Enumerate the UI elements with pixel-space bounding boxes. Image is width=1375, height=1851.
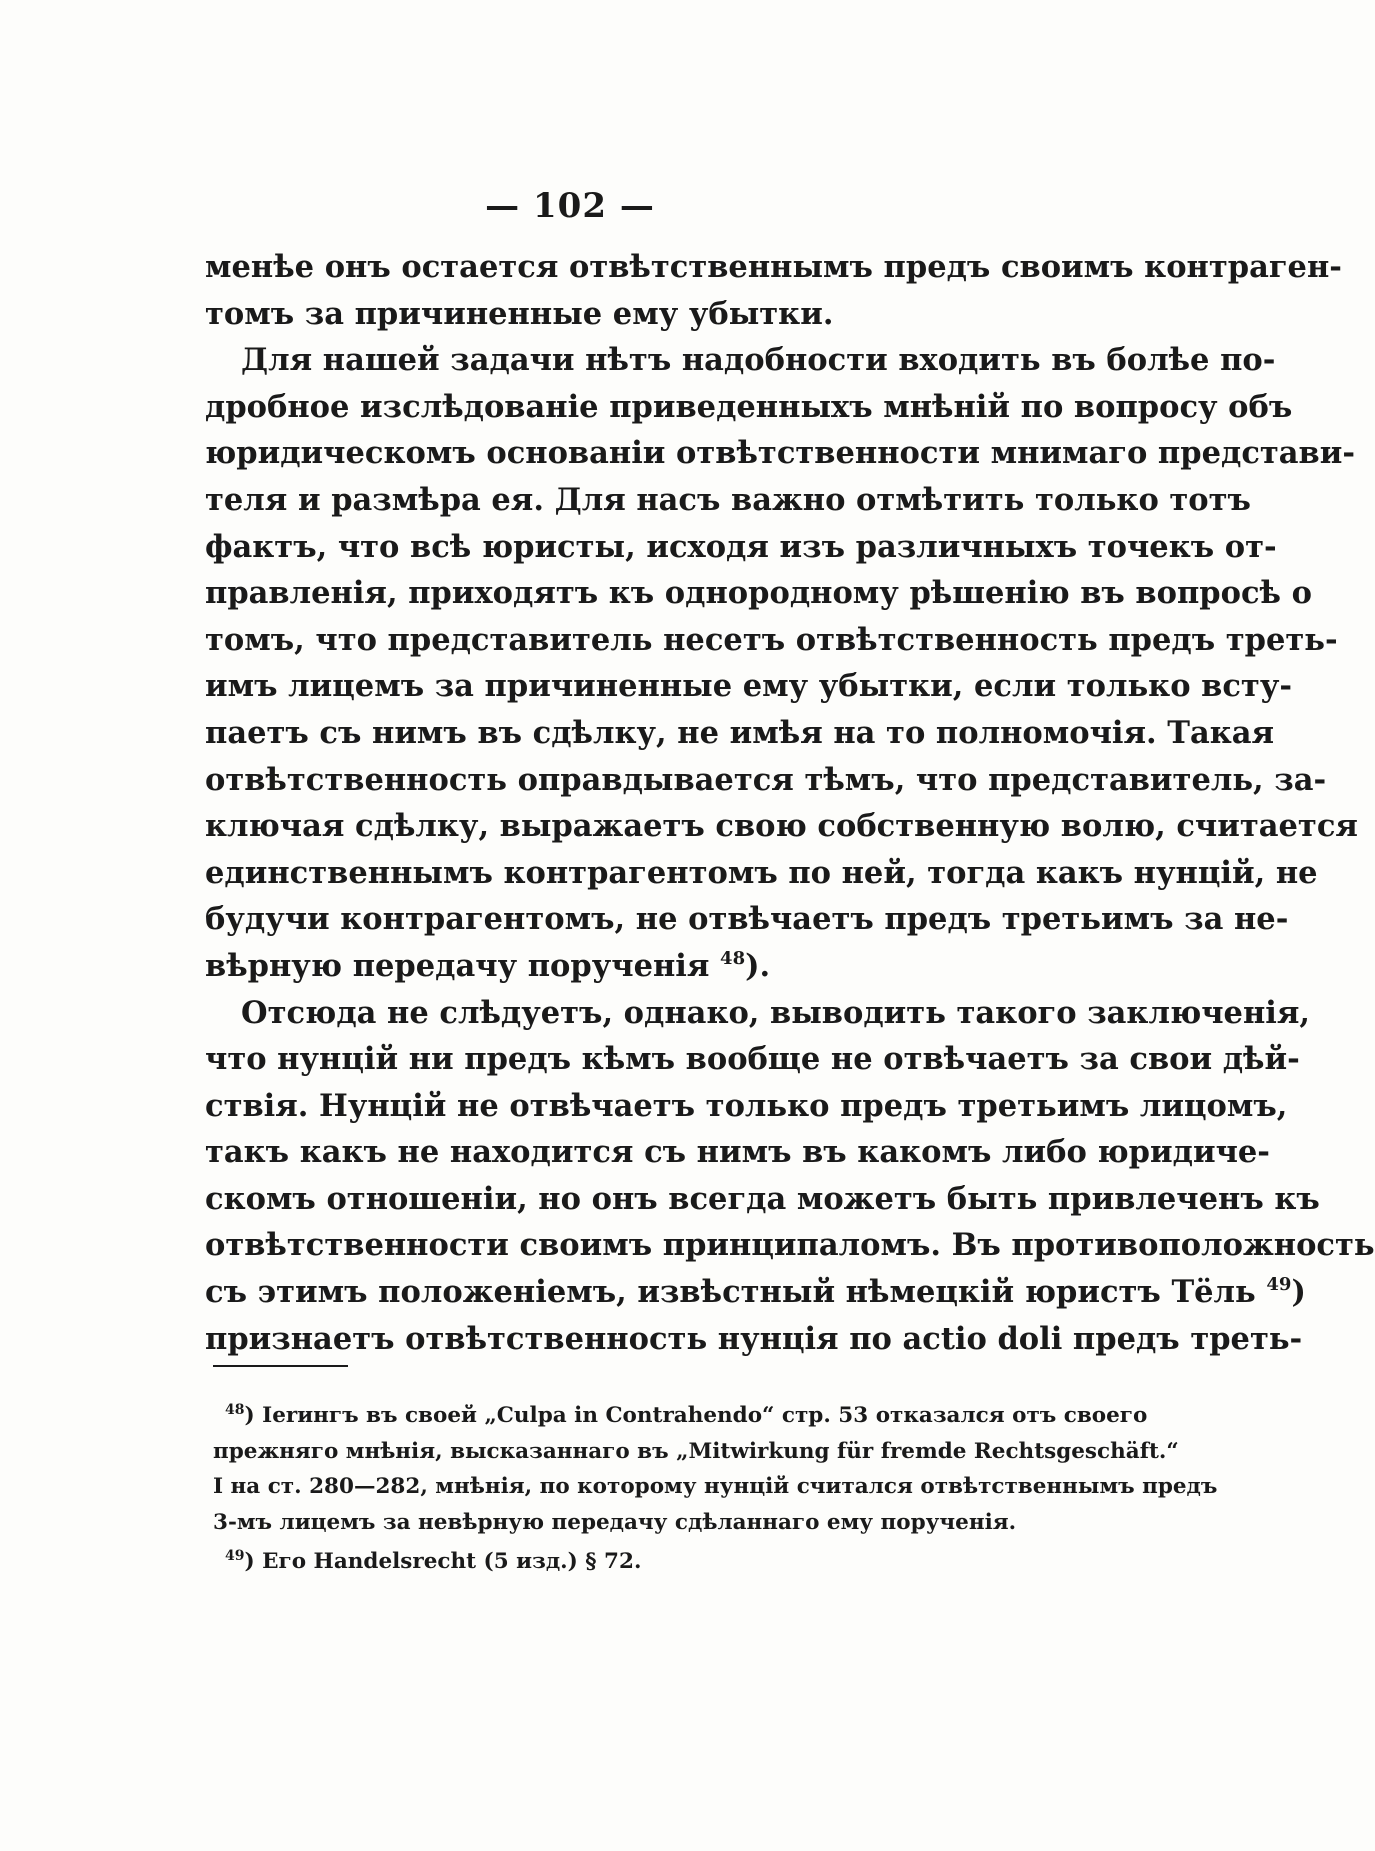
body-text	[205, 244, 1375, 1362]
text-line: фактъ, что всѣ юристы, исходя изъ различныхъ точекъ от-	[205, 528, 1277, 565]
text-line: единственнымъ контрагентомъ по ней, тогда какъ нунцій, не	[205, 854, 1318, 891]
text-line	[205, 1269, 1306, 1316]
text-line: дробное изслѣдованіе приведенныхъ мнѣній по вопросу объ	[205, 388, 1293, 425]
text-line-content: съ этимъ положеніемъ, извѣстный нѣмецкій юристъ Тёль	[205, 1274, 1256, 1311]
text-line: отвѣтственность оправдывается тѣмъ, что представитель, за-	[205, 761, 1327, 798]
footnote-marker: 48	[225, 1402, 245, 1418]
footnote-marker: 49	[225, 1548, 245, 1564]
footnotes	[213, 1398, 1218, 1580]
text-line: менѣе онъ остается отвѣтственнымъ предъ своимъ контраген-	[205, 249, 1342, 285]
text-line: такъ какъ не находится съ нимъ въ какомъ либо юридиче-	[205, 1134, 1270, 1171]
text-line: ствія. Нунцій не отвѣчаетъ только предъ третьимъ лицомъ,	[205, 1087, 1288, 1124]
text-line: скомъ отношеніи, но онъ всегда можетъ быть привлеченъ къ	[205, 1180, 1320, 1217]
footnote-text: ) Его Handelsrecht (5 изд.) § 72.	[244, 1549, 642, 1574]
footnote-text: ) Ierингъ въ своей „Culpa in Contrahendo“ стр. 53 отказался отъ своего	[244, 1403, 1148, 1428]
text-line: Для нашей задачи нѣтъ надобности входить въ болѣе по-	[241, 342, 1276, 379]
text-line: правленія, приходятъ къ однородному рѣшенію въ вопросѣ о	[205, 575, 1312, 612]
text-line: имъ лицемъ за причиненные ему убытки, если только всту-	[205, 668, 1293, 705]
footnote-line: 3-мъ лицемъ за невѣрную передачу сдѣланнаго ему порученія.	[213, 1509, 1017, 1535]
text-line: Отсюда не слѣдуетъ, однако, выводить такого заключенія,	[241, 994, 1311, 1031]
text-line: отвѣтственности своимъ принципаломъ. Въ противоположность	[205, 1227, 1375, 1264]
text-line: теля и размѣра ея. Для насъ важно отмѣтить только тотъ	[205, 481, 1251, 518]
text-line: будучи контрагентомъ, не отвѣчаетъ предъ третьимъ за не-	[205, 901, 1289, 938]
text-line: томъ, что представитель несетъ отвѣтственность предъ треть-	[205, 621, 1338, 658]
text-line: признаетъ отвѣтственность нунція по actio doli предъ треть-	[205, 1320, 1303, 1357]
footnote-line: прежняго мнѣнія, высказаннаго въ „Mitwirkung für fremde Rechtsgeschäft.“	[213, 1438, 1179, 1464]
text-line: юридическомъ основаніи отвѣтственности мнимаго представи-	[205, 435, 1356, 472]
footnote-ref-close: ).	[745, 947, 771, 984]
text-line: томъ за причиненные ему убытки.	[205, 295, 834, 332]
footnote-ref-close: )	[1291, 1274, 1306, 1311]
footnote-49	[213, 1544, 1053, 1580]
text-line-content: вѣрную передачу порученія	[205, 947, 710, 984]
page-number: — 102 —	[485, 186, 655, 226]
footnote-line: I на ст. 280—282, мнѣнія, по которому нунцій считался отвѣтственнымъ предъ	[213, 1474, 1218, 1499]
footnote-48	[213, 1398, 1148, 1434]
footnote-separator	[213, 1365, 348, 1367]
text-line: что нунцій ни предъ кѣмъ вообще не отвѣчаетъ за свои дѣй-	[205, 1041, 1300, 1078]
footnote-ref-48[interactable]: 48	[720, 947, 746, 969]
footnote-ref-49[interactable]: 49	[1266, 1274, 1292, 1296]
text-line: паетъ съ нимъ въ сдѣлку, не имѣя на то полномочія. Такая	[205, 714, 1275, 751]
text-line: ключая сдѣлку, выражаетъ свою собственную волю, считается	[205, 808, 1358, 845]
text-line	[205, 943, 1060, 990]
